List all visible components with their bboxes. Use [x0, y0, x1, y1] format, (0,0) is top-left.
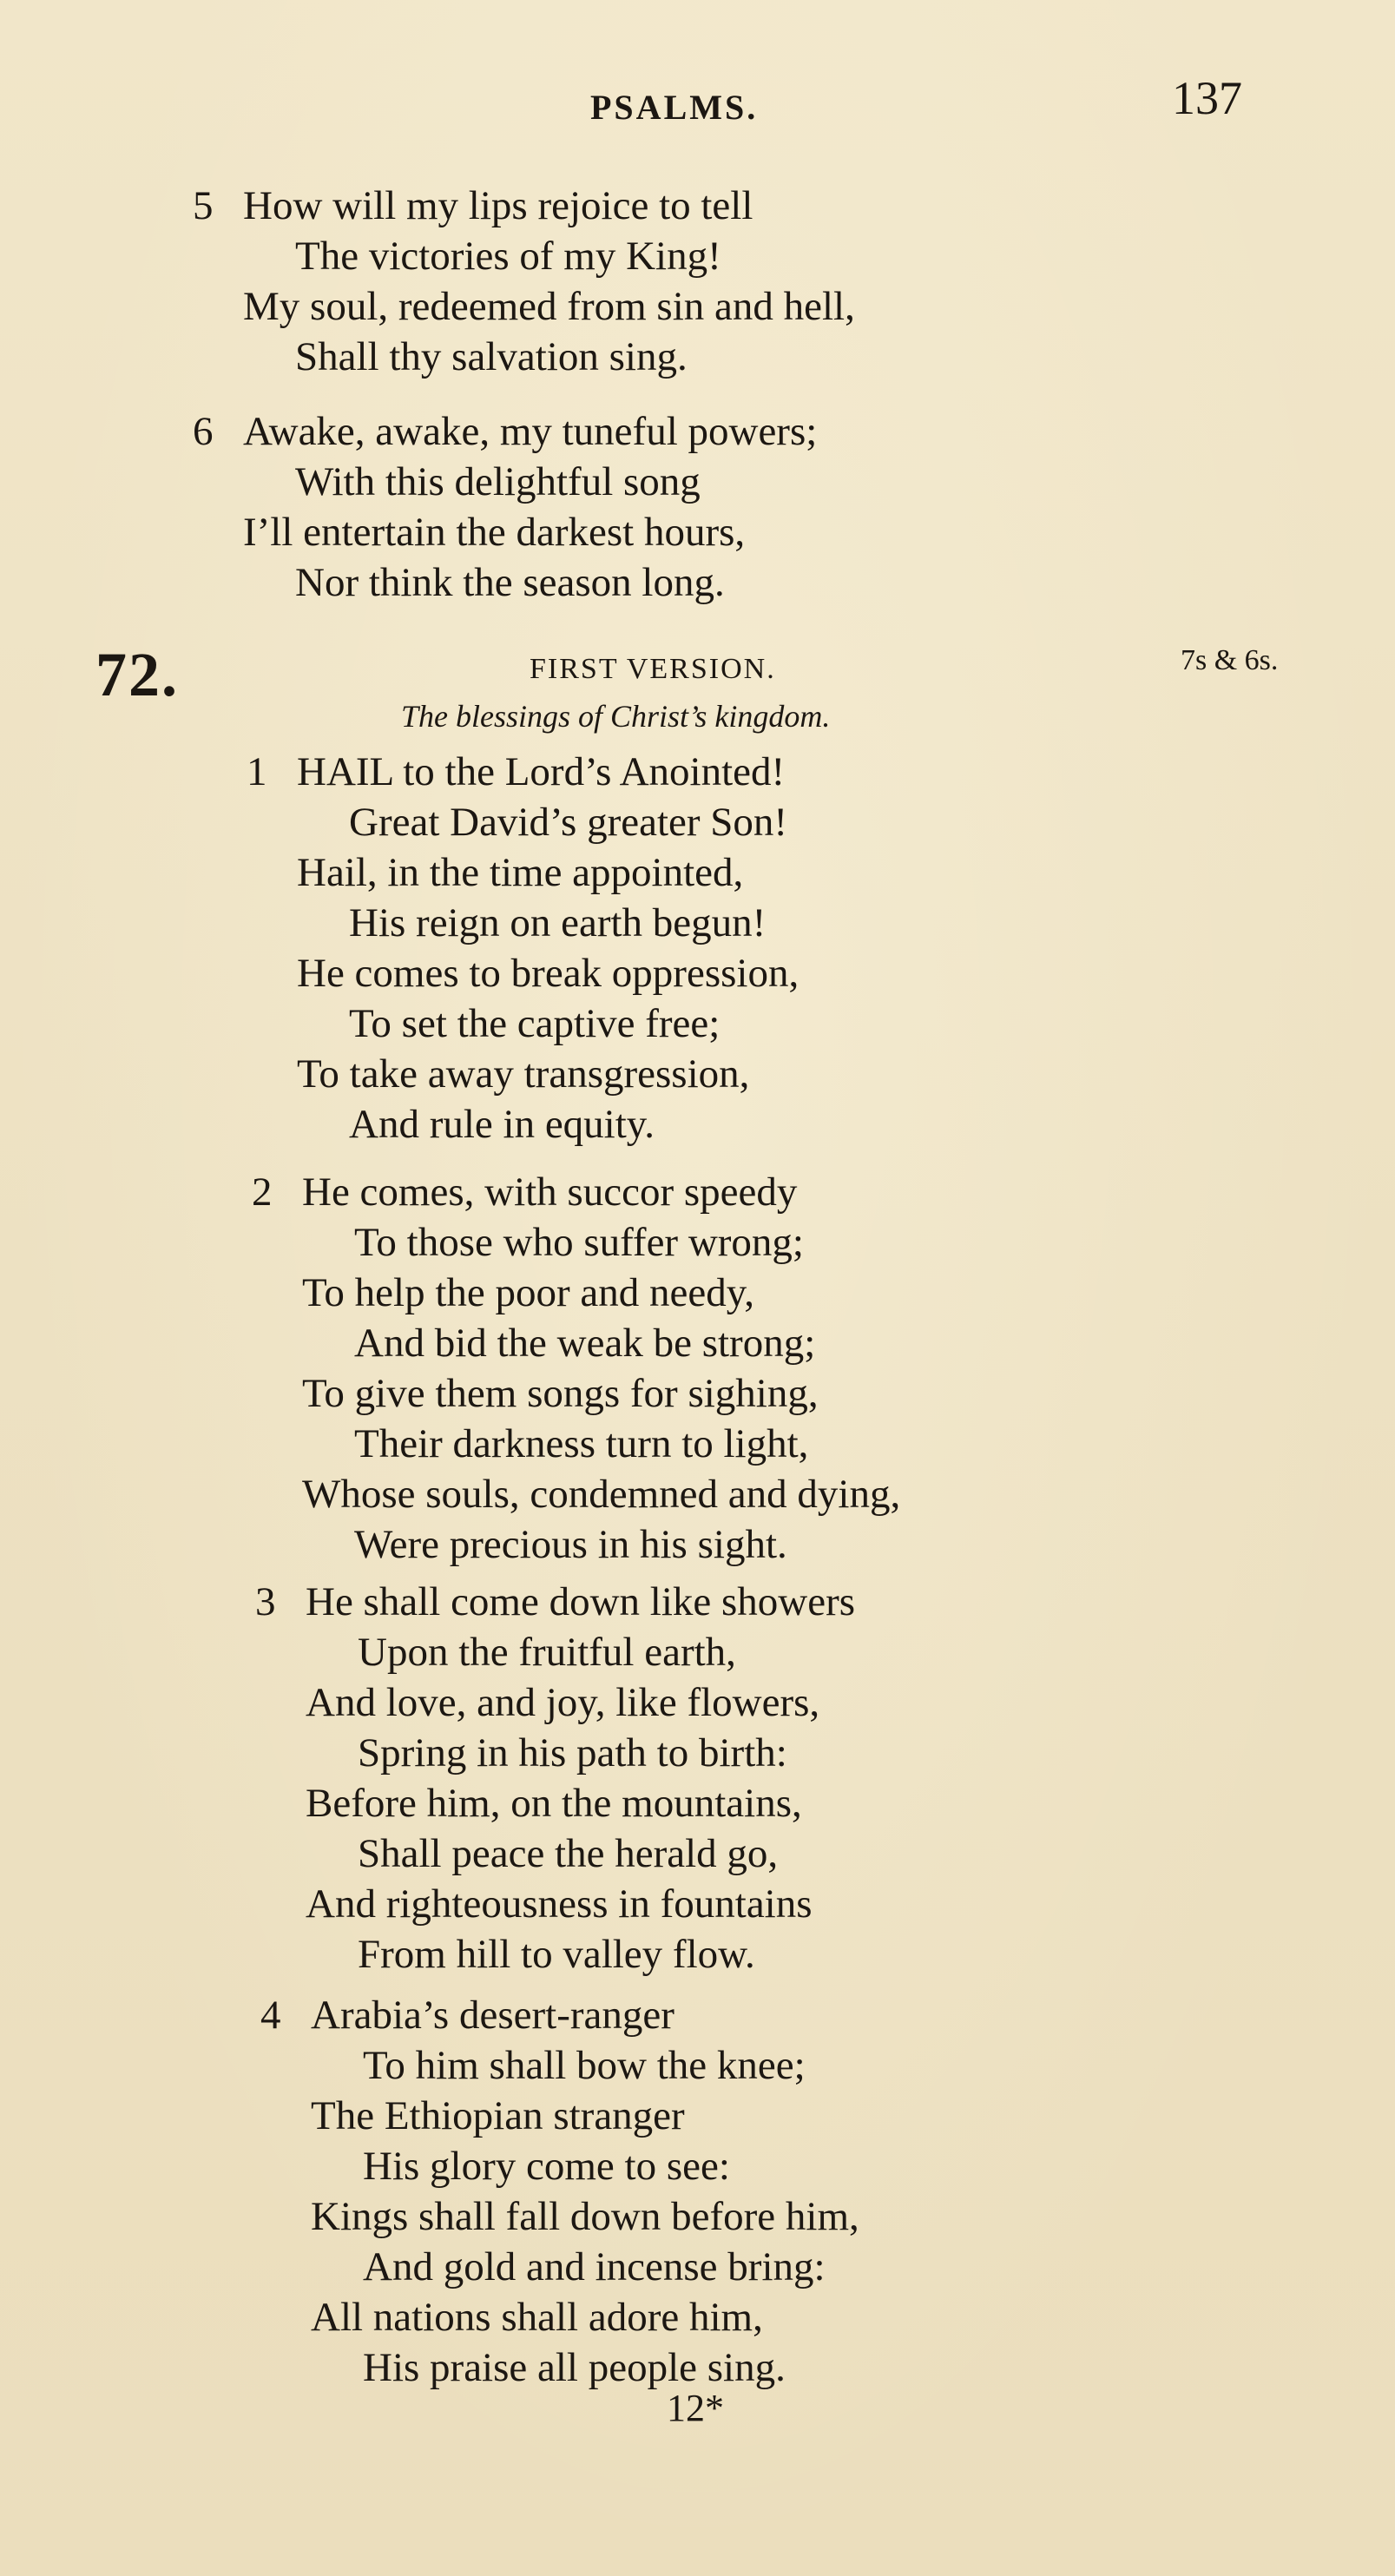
verse-number: 3: [255, 1579, 276, 1624]
version-title: FIRST VERSION.: [530, 653, 776, 685]
verse-line: Nor think the season long.: [295, 560, 725, 605]
verse-line: From hill to valley flow.: [358, 1932, 755, 1977]
verse-number: 1: [247, 749, 267, 794]
stanza-2: [252, 1167, 901, 1570]
verse-number: 5: [193, 183, 214, 228]
verse-line: The victories of my King!: [295, 234, 721, 279]
verse-line: Were precious in his sight.: [354, 1522, 787, 1567]
verse-line: To give them songs for sighing,: [302, 1371, 819, 1416]
psalm-number: 72.: [95, 640, 179, 709]
running-head: PSALMS.: [590, 88, 759, 127]
verse-line: He comes to break oppression,: [297, 951, 799, 996]
verse-line: To those who suffer wrong;: [354, 1220, 804, 1265]
verse-line: 4 Arabia’s desert-ranger: [311, 1990, 859, 2040]
stanza-4: [260, 1990, 859, 2393]
verse-line: Their darkness turn to light,: [354, 1421, 809, 1466]
verse-line: Upon the fruitful earth,: [358, 1630, 736, 1675]
signature-mark: 12*: [667, 2387, 724, 2429]
verse-line: My soul, redeemed from sin and hell,: [243, 284, 855, 329]
verse-line: 3 He shall come down like showers: [306, 1577, 855, 1627]
stanza-prev-5: [193, 181, 855, 382]
verse-line: Hail, in the time appointed,: [297, 850, 744, 895]
verse-line: Kings shall fall down before him,: [311, 2194, 859, 2239]
stanza-3: [255, 1577, 856, 1980]
verse-line: To help the poor and needy,: [302, 1270, 754, 1315]
verse-line: And rule in equity.: [349, 1102, 655, 1147]
verse-line: 5 How will my lips rejoice to tell: [243, 181, 855, 231]
verse-line: With this delightful song: [295, 459, 701, 504]
page-number: 137: [1172, 72, 1242, 124]
verse-line: Shall thy salvation sing.: [295, 334, 688, 379]
verse-line: And gold and incense bring:: [363, 2244, 826, 2289]
verse-line: Spring in his path to birth:: [358, 1730, 787, 1776]
psalm-subtitle: The blessings of Christ’s kingdom.: [401, 699, 831, 734]
verse-line: And love, and joy, like flowers,: [306, 1680, 820, 1725]
stanza-prev-6: [193, 406, 818, 608]
verse-line: His reign on earth begun!: [349, 900, 767, 945]
verse-line: 2 He comes, with succor speedy: [302, 1167, 900, 1217]
verse-number: 6: [193, 409, 214, 454]
verse-line: To set the captive free;: [349, 1001, 721, 1046]
stanza-1: [247, 747, 799, 1150]
verse-line: I’ll entertain the darkest hours,: [243, 510, 746, 555]
verse-line: His glory come to see:: [363, 2144, 730, 2189]
verse-line: All nations shall adore him,: [311, 2295, 763, 2340]
verse-line: 6 Awake, awake, my tuneful powers;: [243, 406, 817, 457]
verse-line: To take away transgression,: [297, 1051, 750, 1097]
verse-line: Whose souls, condemned and dying,: [302, 1472, 901, 1517]
verse-line: Shall peace the herald go,: [358, 1831, 779, 1876]
verse-line: To him shall bow the knee;: [363, 2043, 806, 2088]
meter-label: 7s & 6s.: [1181, 644, 1279, 676]
verse-line: And bid the weak be strong;: [354, 1321, 816, 1366]
verse-line: And righteousness in fountains: [306, 1881, 813, 1927]
verse-line: The Ethiopian stranger: [311, 2093, 685, 2138]
verse-line: His praise all people sing.: [363, 2345, 786, 2390]
verse-line: Before him, on the mountains,: [306, 1781, 802, 1826]
verse-line: 1 HAIL to the Lord’s Anointed!: [297, 747, 799, 797]
verse-number: 2: [252, 1169, 273, 1215]
verse-number: 4: [260, 1993, 281, 2038]
verse-line: Great David’s greater Son!: [349, 800, 788, 845]
